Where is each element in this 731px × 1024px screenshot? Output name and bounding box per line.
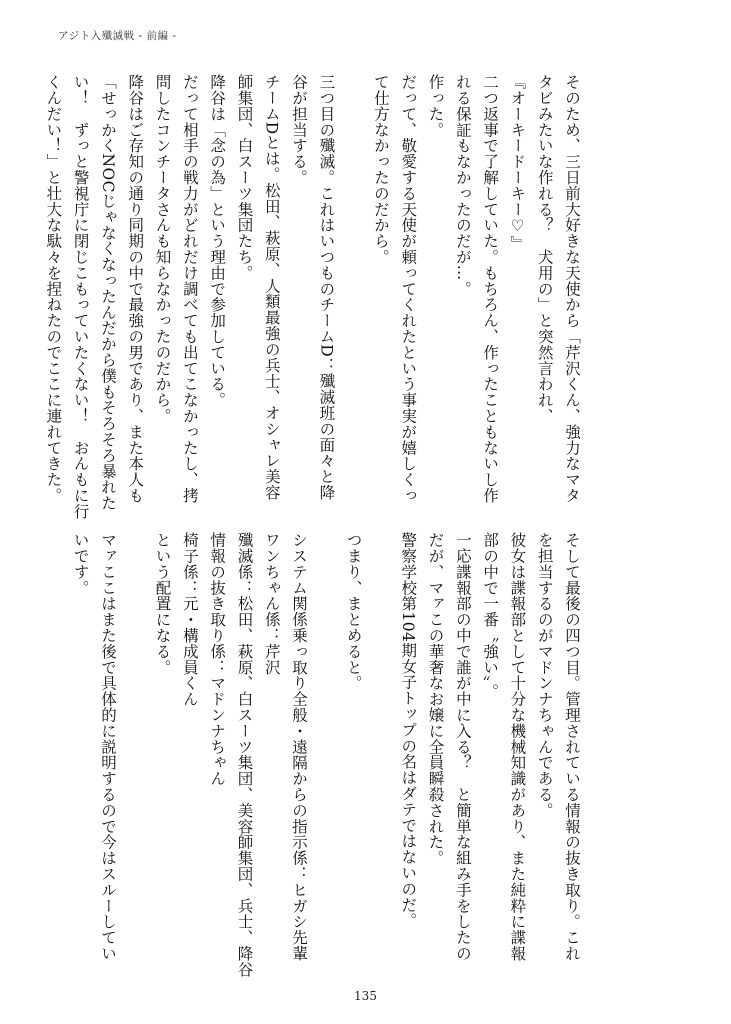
text-line: 降谷は「念の為」という理由で参加している。: [208, 74, 227, 408]
text-line: 作った。: [426, 74, 445, 138]
text-line: 谷が担当する。: [290, 74, 309, 186]
blank-line: [367, 532, 394, 982]
text-line: 殲滅係：松田、萩原、白スーツ集団、美容師集団、兵士、降谷: [235, 532, 254, 978]
blank-line: [312, 532, 339, 982]
text-line: つまり、まとめると。: [344, 532, 363, 691]
text-line: だって、敬愛する天使が頼ってくれたという事実が嬉しくっ: [399, 74, 418, 504]
text-line: 情報の抜き取り係：マドンナちゃん: [208, 532, 227, 787]
blank-line: [121, 532, 148, 982]
text-line: れる保証もなかったのだが…。: [453, 74, 472, 297]
text-line: ワンちゃん係：芹沢: [262, 532, 281, 676]
text-line: 降谷はご存知の通り同期の中で最強の男であり、また本人も: [126, 74, 145, 504]
text-line: 彼女は諜報部として十分な機械知識があり、また純粋に諜報: [508, 532, 527, 962]
text-line: 三つ目の殲滅。これはいつものチームD：殲滅班の面々と降: [317, 74, 336, 501]
text-line: システム関係乗っ取り全般・遠隔からの指示係：ヒガシ先輩: [290, 532, 309, 962]
page-number: 135: [354, 989, 377, 1003]
running-header: アジト入殲滅戦 - 前編 -: [58, 30, 177, 42]
text-line: チームDとは。松田、萩原、人類最強の兵士、オシャレ美容: [262, 74, 281, 501]
text-block-top: [39, 74, 585, 520]
text-line: 一応諜報部の中で誰が中に入る？ と簡単な組み手をしたの: [453, 532, 472, 962]
text-line: くんだい！」と壮大な駄々を捏ねたのでここに連れてきた。: [44, 74, 63, 504]
text-line: そして最後の四つ目。管理されている情報の抜き取り。これ: [563, 532, 581, 962]
text-line: いです。: [71, 532, 90, 596]
text-line: 警察学校第104期女子トップの名はダテではないのだ。: [399, 532, 418, 929]
text-line: 『オーキードーキー♡』: [508, 74, 527, 252]
blank-line: [339, 74, 366, 504]
text-line: そのため、三日前大好きな天使から「芹沢くん、強力なマタ: [563, 74, 581, 504]
text-line: 「せっかくNOCじゃなくなったんだから僕もそろそろ暴れた: [98, 74, 117, 511]
text-line: て仕方なかったのだから。: [371, 74, 390, 265]
text-line: マァここはまた後で具体的に説明するので今はスルーしてい: [98, 532, 117, 962]
text-block-bottom: [66, 532, 585, 982]
text-line: 椅子係：元・構成員くん: [180, 532, 199, 707]
text-line: だって相手の戦力がどれだけ調べても出てこなかったし、拷: [180, 74, 199, 504]
text-line: い！ ずっと警視庁に閉じこもっていたくない！ おんもに行: [71, 74, 90, 520]
text-line: だが、マァこの華奢なお嬢に全員瞬殺された。: [426, 532, 445, 866]
text-line: 二つ返事で了解していた。もちろん、作ったこともないし作: [481, 74, 500, 504]
text-line: 部の中で一番〝強い〟。: [481, 532, 500, 700]
text-line: という配置になる。: [153, 532, 172, 676]
text-line: タビみたいな作れる？ 犬用の」と突然言われ、: [535, 74, 554, 424]
text-line: 問したコンチータさんも知らなかったのだから。: [153, 74, 172, 424]
text-line: を担当するのがマドンナちゃんである。: [535, 532, 554, 819]
text-line: 師集団、白スーツ集団たち。: [235, 74, 254, 281]
